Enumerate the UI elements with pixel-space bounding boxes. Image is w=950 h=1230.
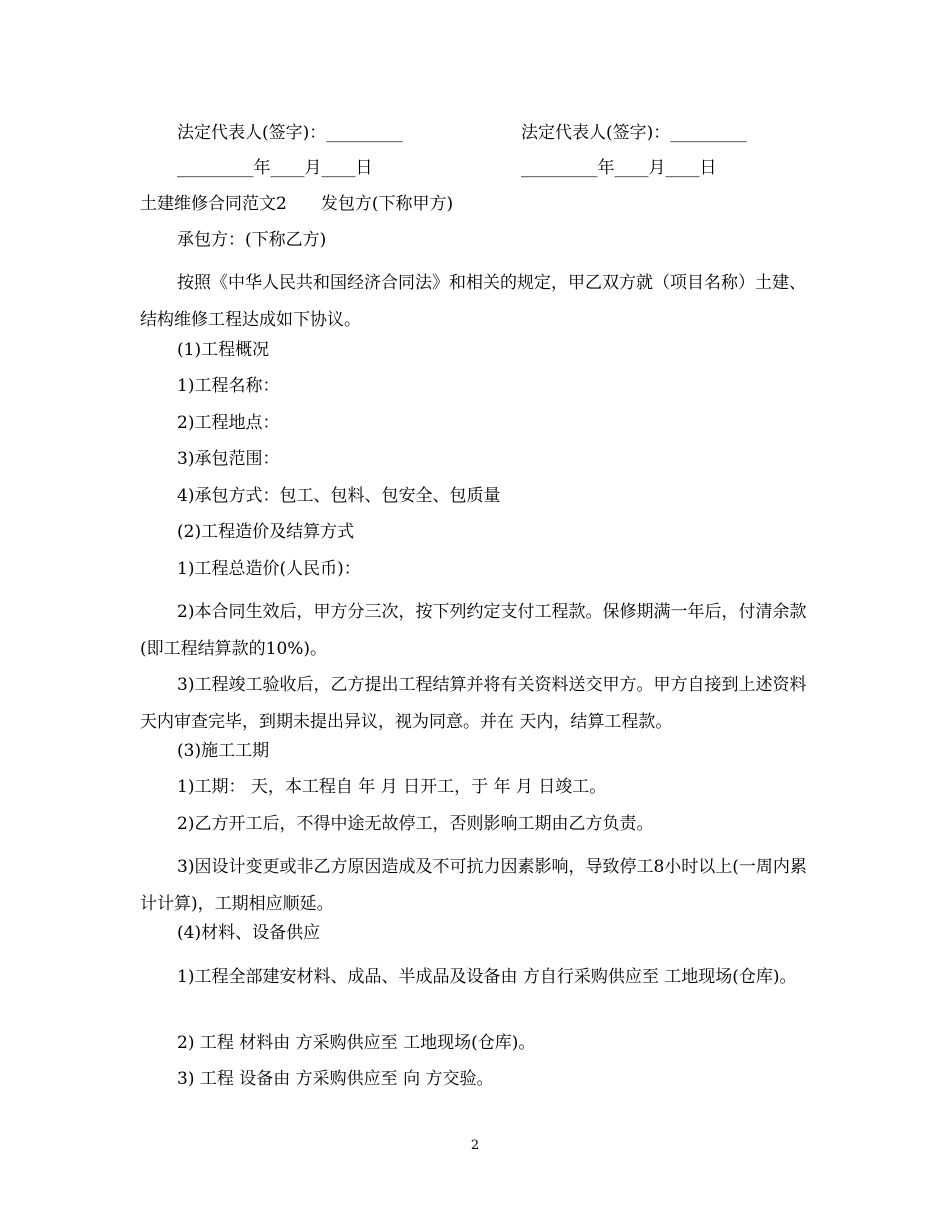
equipment-item-3: 3) 工程 设备由 方采购供应至 向 方交验。	[177, 1069, 494, 1089]
employer-party: 发包方(下称甲方)	[320, 194, 454, 214]
right-legal-representative-signature: 法定代表人(签字)：_________	[521, 123, 747, 143]
delay-extension-paragraph: 3)因设计变更或非乙方原因造成及不可抗力因素影响，导致停工8小时以上(一周内累计计算)，工期相应顺延。	[140, 857, 807, 914]
construction-period-item: 1)工期： 天，本工程自 年 月 日开工，于 年 月 日竣工。	[177, 777, 607, 797]
total-cost-item: 1)工程总造价(人民币)：	[177, 559, 361, 579]
agreement-intro-paragraph: 按照《中华人民共和国经济合同法》和相关的规定，甲乙双方就（项目名称）土建、结构维修工程达成如下协议。	[140, 273, 806, 330]
materials-supply-paragraph: 1)工程全部建安材料、成品、半成品及设备由 方自行采购供应至 工地现场(仓库)。	[177, 967, 797, 987]
section-cost-and-settlement: (2)工程造价及结算方式	[177, 522, 355, 542]
section-materials-equipment: (4)材料、设备供应	[177, 923, 321, 943]
contract-heading	[140, 193, 453, 215]
settlement-review-paragraph: 3)工程竣工验收后，乙方提出工程结算并将有关资料送交甲方。甲方自接到上述资料 天内审查完毕，到期未提出异议，视为同意。并在 天内，结算工程款。	[140, 675, 807, 732]
left-legal-representative-signature: 法定代表人(签字)：_________	[177, 123, 403, 143]
contractor-party: 承包方：(下称乙方)	[177, 230, 327, 250]
contract-scope-item: 3)承包范围：	[177, 449, 280, 469]
materials-item-2: 2) 工程 材料由 方采购供应至 工地现场(仓库)。	[177, 1033, 536, 1053]
payment-terms-paragraph: 2)本合同生效后，甲方分三次，按下列约定支付工程款。保修期满一年后，付清余款(即工程结算款的10%)。	[140, 602, 807, 659]
left-signature-date: _________年____月____日	[177, 158, 373, 178]
page-number: 2	[470, 1138, 480, 1153]
project-location-item: 2)工程地点：	[177, 413, 280, 433]
no-work-stoppage-item: 2)乙方开工后，不得中途无故停工，否则影响工期由乙方负责。	[177, 814, 654, 834]
section-construction-period: (3)施工工期	[177, 741, 270, 761]
section-project-overview: (1)工程概况	[177, 340, 270, 360]
contract-title: 土建维修合同范文2	[140, 194, 287, 214]
contract-method-item: 4)承包方式：包工、包料、包安全、包质量	[177, 486, 501, 506]
project-name-item: 1)工程名称：	[177, 376, 280, 396]
right-signature-date: _________年____月____日	[521, 158, 717, 178]
